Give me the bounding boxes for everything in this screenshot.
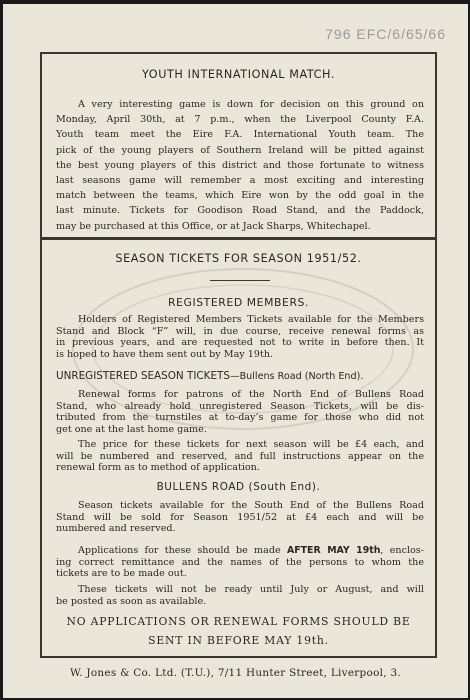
paragraph-line: is hoped to have them sent out by May 19th. [56,348,274,360]
title-underline [210,280,270,281]
paragraph-line: These tickets will not be ready until July or August, and will [78,584,424,595]
paragraph-line: may be purchased at this Office, or at Jack Sharps, Whitechapel. [56,220,371,232]
paragraph-line: numbered and reserved. [56,523,176,535]
unregistered-title: UNREGISTERED SEASON TICKETS—Bullens Road (North End). [56,370,364,382]
paragraph-line: Stand, who already hold unregistered Season Tickets, will be dis- [56,400,424,412]
paragraph-line: renewal form as to method of application. [56,462,260,474]
paragraph-line: get one at the last home game. [56,423,207,435]
paragraph-line: the best young players of this district and those fortunate to witness [56,159,424,171]
paragraph-line: The price for these tickets for next season will be £4 each, and [78,439,424,450]
section-divider [42,237,435,240]
paragraph-line: match between the teams, which Eire won by the odd goal in the [56,190,424,202]
paragraph-line: ing correct remittance and the names of the persons to whom the [56,556,424,568]
paragraph-line: pick of the young players of Southern Ireland will be pitted against [56,144,424,156]
registered-members-title: REGISTERED MEMBERS. [167,296,310,309]
south-end-title: BULLENS ROAD (South End). [156,481,321,493]
paragraph-line: last minute. Tickets for Goodison Road Stand, and the Paddock, [56,205,424,217]
notice-line-2: SENT IN BEFORE MAY 19th. [148,634,329,647]
paragraph-line: will be numbered and reserved, and full instructions appear on the [56,450,424,462]
paragraph-line: last seasons game will remember a most exciting and interesting [56,175,424,186]
paragraph-line: Stand will be sold for Season 1951/52 at £4 each and will be [56,511,424,523]
paragraph-line: Youth team meet the Eire F.A. International Youth team. The [56,129,424,141]
programme-page [3,4,468,698]
paragraph-line: A very interesting game is down for decision on this ground on [78,99,424,110]
paragraph-line: in previous years, and are requested not to write in before then. It [56,337,424,349]
paragraph-line: Holders of Registered Members Tickets available for the Members [78,314,424,325]
season-tickets-title: SEASON TICKETS FOR SEASON 1951/52. [115,252,362,265]
paragraph-line: Renewal forms for patrons of the North End of Bullens Road [78,389,424,400]
paragraph-line: be posted as soon as available. [56,595,207,607]
paragraph-line: Stand and Block “F” will, in due course, receive renewal forms as [56,325,424,337]
paragraph-line: tributed from the turnstiles at to-day’s game for those who did not [56,412,424,424]
notice-line-1: NO APPLICATIONS OR RENEWAL FORMS SHOULD BE [66,615,411,628]
archive-reference: 796 EFC/6/65/66 [325,26,446,42]
youth-match-title: YOUTH INTERNATIONAL MATCH. [141,68,336,81]
notice-frame [40,52,437,658]
paragraph-line: Monday, April 30th, at 7 p.m., when the Liverpool County F.A. [56,114,424,126]
printer-imprint: W. Jones & Co. Ltd. (T.U.), 7/11 Hunter Street, Liverpool, 3. [70,667,401,679]
paragraph-line: Season tickets available for the South End of the Bullens Road [78,500,424,511]
south-end-apply-line: Applications for these should be made AFTER MAY 19th, enclos- [78,545,424,556]
paragraph-line: tickets are to be made out. [56,568,187,580]
